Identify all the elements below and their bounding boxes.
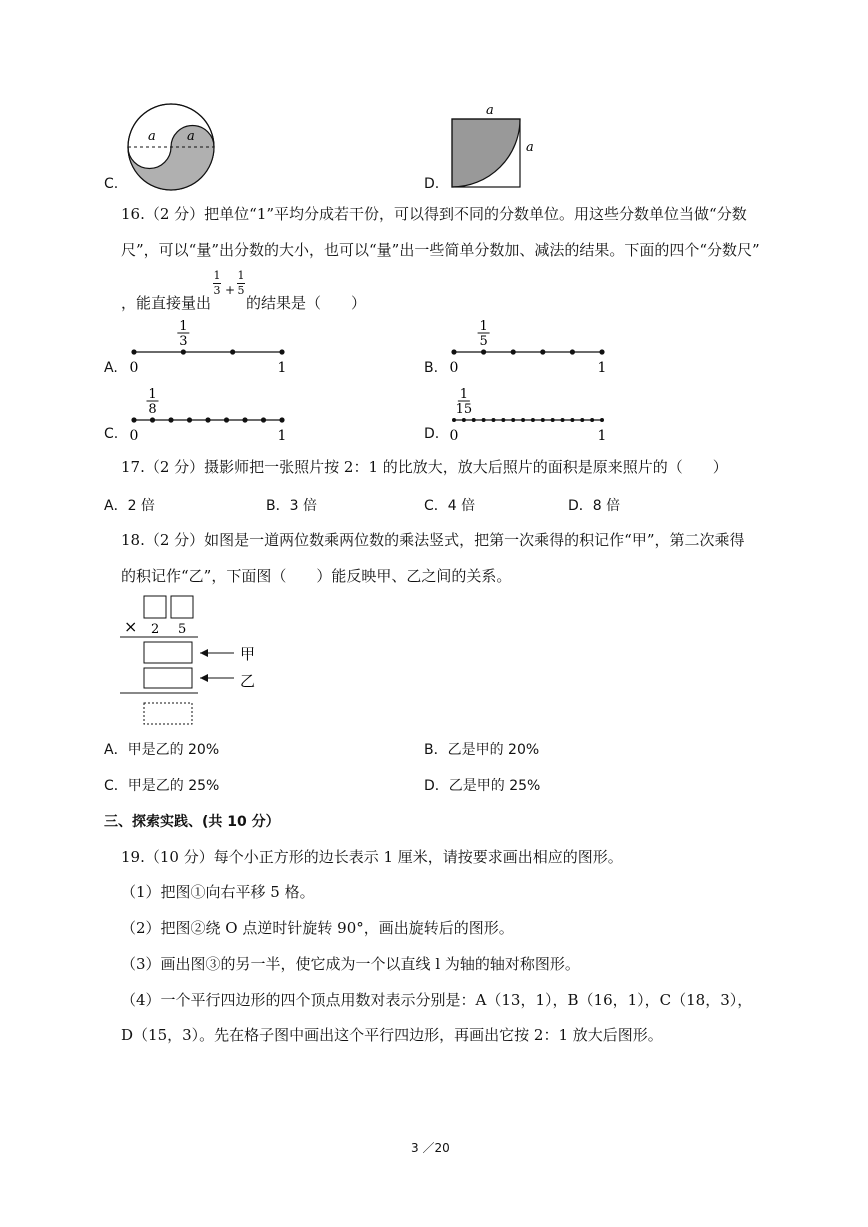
ruler-tick-dot — [580, 418, 584, 422]
ruler-tick-dot — [501, 418, 505, 422]
q18-yi-label: 乙 — [240, 672, 256, 690]
ruler-tick-dot — [279, 349, 284, 354]
q18-times-sign: × — [124, 617, 138, 636]
page-number: 3 ／20 — [411, 1141, 450, 1155]
ruler-fraction-denominator: 3 — [179, 334, 188, 349]
q15-c-a-left: a — [148, 129, 156, 144]
ruler-tick-dot — [451, 349, 456, 354]
ruler-fraction-numerator: 1 — [179, 319, 188, 334]
ruler-tick-dot — [462, 418, 466, 422]
ruler-tick-dot — [590, 418, 594, 422]
ruler-tick-dot — [131, 417, 136, 422]
ruler-one-label: 1 — [277, 360, 287, 376]
q15-option-c-label: C. — [104, 176, 119, 192]
ruler-tick-dot — [230, 349, 235, 354]
q16-ruler-b — [420, 316, 620, 376]
ruler-fraction-numerator: 1 — [479, 319, 488, 334]
q16-line2: 尺”，可以“量”出分数的大小，也可以“量”出一些简单分数加、减法的结果。下面的四个“分数尺” — [121, 241, 760, 259]
q16-frac-one-third: 1 3 — [213, 269, 221, 297]
ruler-tick-dot — [570, 349, 575, 354]
q18-digit-2: 2 — [151, 622, 160, 637]
q15-option-d-label: D. — [424, 176, 440, 192]
q15-figure-d-square — [446, 100, 546, 192]
ruler-tick-dot — [600, 418, 604, 422]
ruler-tick-dot — [187, 417, 192, 422]
q16-line1: 16.（2 分）把单位“1”平均分成若干份，可以得到不同的分数单位。用这些分数单位当做“分数 — [121, 205, 747, 223]
ruler-fraction-numerator: 1 — [459, 387, 469, 402]
ruler-tick-dot — [279, 417, 284, 422]
q19-sub-3: （3）画出图③的另一半，使它成为一个以直线 l 为轴的轴对称图形。 — [121, 955, 580, 973]
q17-stem: 17.（2 分）摄影师把一张照片按 2：1 的比放大，放大后照片的面积是原来照片的（ ） — [121, 458, 728, 476]
ruler-tick-dot — [531, 418, 535, 422]
ruler-tick-dot — [452, 418, 456, 422]
ruler-tick-dot — [482, 418, 486, 422]
ruler-tick-dot — [472, 418, 476, 422]
ruler-one-label: 1 — [597, 428, 607, 444]
ruler-zero-label: 0 — [449, 428, 459, 444]
ruler-zero-label: 0 — [129, 360, 139, 376]
ruler-tick-dot — [181, 349, 186, 354]
ruler-tick-dot — [541, 418, 545, 422]
ruler-tick-dot — [570, 418, 574, 422]
q15-d-a-top: a — [486, 103, 494, 118]
ruler-tick-dot — [205, 417, 210, 422]
q16-ruler-a — [100, 316, 300, 376]
ruler-tick-dot — [242, 417, 247, 422]
ruler-tick-dot — [551, 418, 555, 422]
ruler-tick-dot — [168, 417, 173, 422]
section-3-title: 三、探索实践、(共 10 分） — [104, 814, 280, 830]
q16-option-c[interactable] — [100, 384, 300, 444]
q16-option-a-label: A. — [104, 360, 118, 376]
ruler-one-label: 1 — [277, 428, 287, 444]
q16-line3-prefix: ，能直接量出 — [121, 294, 212, 312]
q17-option-d[interactable]: D．8 倍 — [568, 498, 621, 514]
q18-jia-label: 甲 — [240, 645, 256, 663]
q18-multiplication-figure — [118, 592, 268, 732]
q19-sub-2: （2）把图②绕 O 点逆时针旋转 90°，画出旋转后的图形。 — [121, 919, 514, 937]
q17-option-b[interactable]: B．3 倍 — [266, 498, 317, 514]
q16-ruler-c — [100, 384, 300, 444]
q18-line2: 的积记作“乙”，下面图（ ）能反映甲、乙之间的关系。 — [121, 567, 512, 585]
q17-option-a[interactable]: A．2 倍 — [104, 498, 155, 514]
q16-option-b[interactable] — [420, 316, 620, 376]
q15-d-a-right: a — [526, 140, 534, 155]
ruler-tick-dot — [511, 349, 516, 354]
ruler-tick-dot — [521, 418, 525, 422]
ruler-tick-dot — [491, 418, 495, 422]
q16-option-d[interactable] — [420, 384, 620, 444]
q16-ruler-d — [420, 384, 620, 444]
ruler-tick-dot — [224, 417, 229, 422]
ruler-tick-dot — [511, 418, 515, 422]
q18-option-d[interactable]: D．乙是甲的 25% — [424, 778, 541, 794]
q15-c-a-right: a — [187, 129, 195, 144]
q16-option-b-label: B. — [424, 360, 439, 376]
ruler-fraction-denominator: 15 — [455, 402, 473, 417]
q18-option-a[interactable]: A．甲是乙的 20% — [104, 742, 220, 758]
q16-option-c-label: C. — [104, 426, 119, 442]
ruler-tick-dot — [261, 417, 266, 422]
q19-sub-4-line1: （4）一个平行四边形的四个顶点用数对表示分别是：A（13，1），B（16，1），C（18，3）， — [121, 991, 753, 1009]
ruler-tick-dot — [599, 349, 604, 354]
q15-figure-c-taiji — [126, 102, 216, 192]
ruler-tick-dot — [150, 417, 155, 422]
q16-option-a[interactable] — [100, 316, 300, 376]
q16-line3-suffix: 的结果是（ ） — [246, 294, 367, 312]
q16-option-d-label: D. — [424, 426, 440, 442]
ruler-tick-dot — [481, 349, 486, 354]
q18-option-c[interactable]: C．甲是乙的 25% — [104, 778, 220, 794]
ruler-fraction-denominator: 5 — [479, 334, 488, 349]
q18-digit-5: 5 — [178, 622, 187, 637]
ruler-fraction-denominator: 8 — [148, 402, 157, 417]
q19-stem: 19.（10 分）每个小正方形的边长表示 1 厘米，请按要求画出相应的图形。 — [121, 848, 623, 866]
ruler-fraction-numerator: 1 — [148, 387, 157, 402]
q18-option-b[interactable]: B．乙是甲的 20% — [424, 742, 540, 758]
q16-plus: + — [225, 283, 236, 297]
q17-option-c[interactable]: C．4 倍 — [424, 498, 476, 514]
ruler-zero-label: 0 — [449, 360, 459, 376]
q19-sub-1: （1）把图①向右平移 5 格。 — [121, 883, 315, 901]
q18-line1: 18.（2 分）如图是一道两位数乘两位数的乘法竖式，把第一次乘得的积记作“甲”，第二次乘得 — [121, 531, 745, 549]
ruler-tick-dot — [131, 349, 136, 354]
ruler-tick-dot — [540, 349, 545, 354]
ruler-one-label: 1 — [597, 360, 607, 376]
ruler-tick-dot — [561, 418, 565, 422]
ruler-zero-label: 0 — [129, 428, 139, 444]
q19-sub-4-line2: D（15，3）。先在格子图中画出这个平行四边形，再画出它按 2：1 放大后图形。 — [121, 1026, 663, 1044]
q16-frac-one-fifth: 1 5 — [237, 269, 245, 297]
